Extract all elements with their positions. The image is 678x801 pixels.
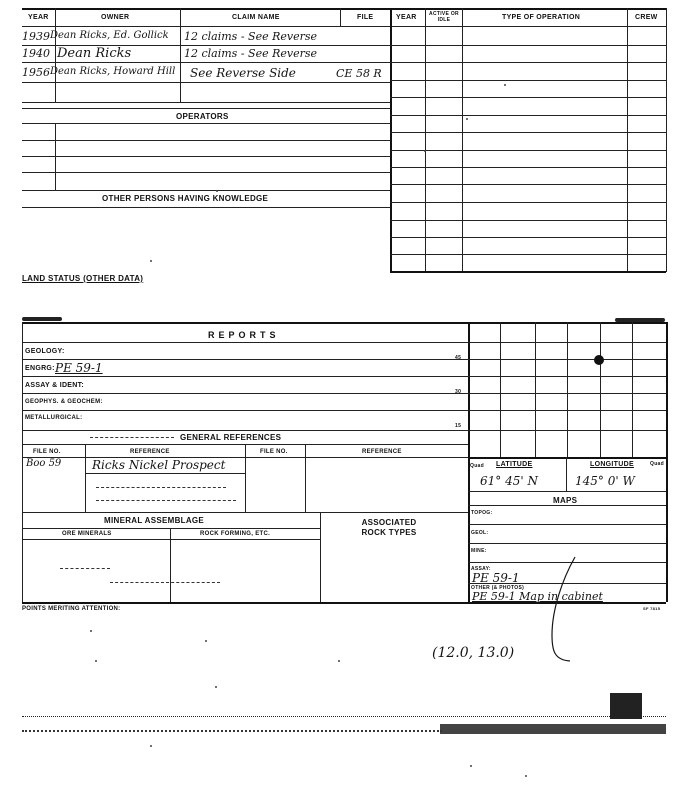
mine-label: MINE: [471, 548, 487, 554]
general-references-title: GENERAL REFERENCES [180, 433, 282, 442]
metallurgical-label: METALLURGICAL: [25, 415, 83, 421]
reference2-header: REFERENCE [362, 449, 402, 455]
latitude-label: LATITUDE [496, 461, 533, 468]
type-of-operation-header: TYPE OF OPERATION [502, 14, 581, 21]
longitude-label: LONGITUDE [590, 461, 634, 468]
owner-header: OWNER [101, 14, 130, 21]
geol-label: GEOL: [471, 530, 489, 536]
associated-rock-types-label: ASSOCIATED ROCK TYPES [361, 518, 417, 537]
owner-row-3-file: CE 58 R [336, 67, 382, 80]
file-no-header: FILE NO. [33, 449, 61, 455]
latitude-value: 61° 45' N [480, 474, 538, 488]
longitude-suffix: Quad [650, 461, 664, 467]
engrg-label: ENGRG: [25, 365, 55, 372]
owner-row-3-year: 1956 [22, 66, 50, 79]
hand-drawn-line [540, 555, 580, 667]
assay-num: 30 [455, 389, 462, 395]
form-number: SF 7815 [643, 606, 661, 611]
file-header: FILE [357, 14, 374, 21]
reports-title: REPORTS [208, 330, 280, 340]
ref-reference: Ricks Nickel Prospect [92, 458, 226, 472]
assay-map-label: ASSAY: [471, 566, 491, 572]
rock-forming-header: ROCK FORMING, ETC. [200, 531, 271, 537]
mineral-assemblage-title: MINERAL ASSEMBLAGE [104, 516, 205, 525]
geology-label: GEOLOGY: [25, 348, 65, 355]
owner-row-1-year: 1939 [22, 30, 50, 43]
engrg-value: PE 59-1 [55, 361, 103, 375]
owner-row-2-claim: 12 claims - See Reverse [184, 47, 318, 60]
other-persons-label: OTHER PERSONS HAVING KNOWLEDGE [102, 194, 269, 203]
operators-label: OPERATORS [176, 112, 229, 121]
owner-row-1-claim: 12 claims - See Reverse [184, 30, 318, 43]
crew-header: CREW [635, 14, 658, 21]
assay-map-value: PE 59-1 [472, 571, 520, 585]
other-photos-value: PE 59-1 Map in cabinet [472, 590, 603, 603]
file-no2-header: FILE NO. [260, 449, 288, 455]
topog-label: TOPOG: [471, 510, 493, 516]
owner-row-3-claim: See Reverse Side [190, 66, 296, 80]
owner-row-2-year: 1940 [22, 47, 50, 60]
year2-header: YEAR [396, 14, 417, 21]
points-meriting-attention-label: POINTS MERITING ATTENTION: [22, 606, 121, 612]
other-photos-label: OTHER (& PHOTOS) [471, 585, 525, 591]
longitude-value: 145° 0' W [575, 474, 635, 488]
map-marker-icon [594, 355, 604, 365]
metallurgical-num: 15 [455, 423, 462, 429]
latitude-prefix: Quad [470, 463, 484, 469]
owner-row-3-owner: Dean Ricks, Howard Hill [50, 66, 176, 77]
land-status-label: LAND STATUS (OTHER DATA) [22, 274, 144, 283]
reference-header: REFERENCE [130, 449, 170, 455]
assay-label: ASSAY & IDENT: [25, 382, 85, 389]
geophys-label: GEOPHYS. & GEOCHEM: [25, 399, 103, 405]
maps-label: MAPS [553, 496, 578, 505]
geology-num: 45 [455, 355, 462, 361]
ore-minerals-header: ORE MINERALS [62, 531, 112, 537]
claim-name-header: CLAIM NAME [232, 14, 280, 21]
coordinate-note: (12.0, 13.0) [432, 645, 515, 661]
owner-row-1-owner: Dean Ricks, Ed. Gollick [50, 30, 169, 41]
owner-row-2-owner: Dean Ricks [57, 46, 132, 61]
ref-file-no: Boo 59 [26, 458, 62, 469]
active-idle-header: ACTIVE OR IDLE [429, 11, 459, 23]
year-header: YEAR [28, 14, 49, 21]
